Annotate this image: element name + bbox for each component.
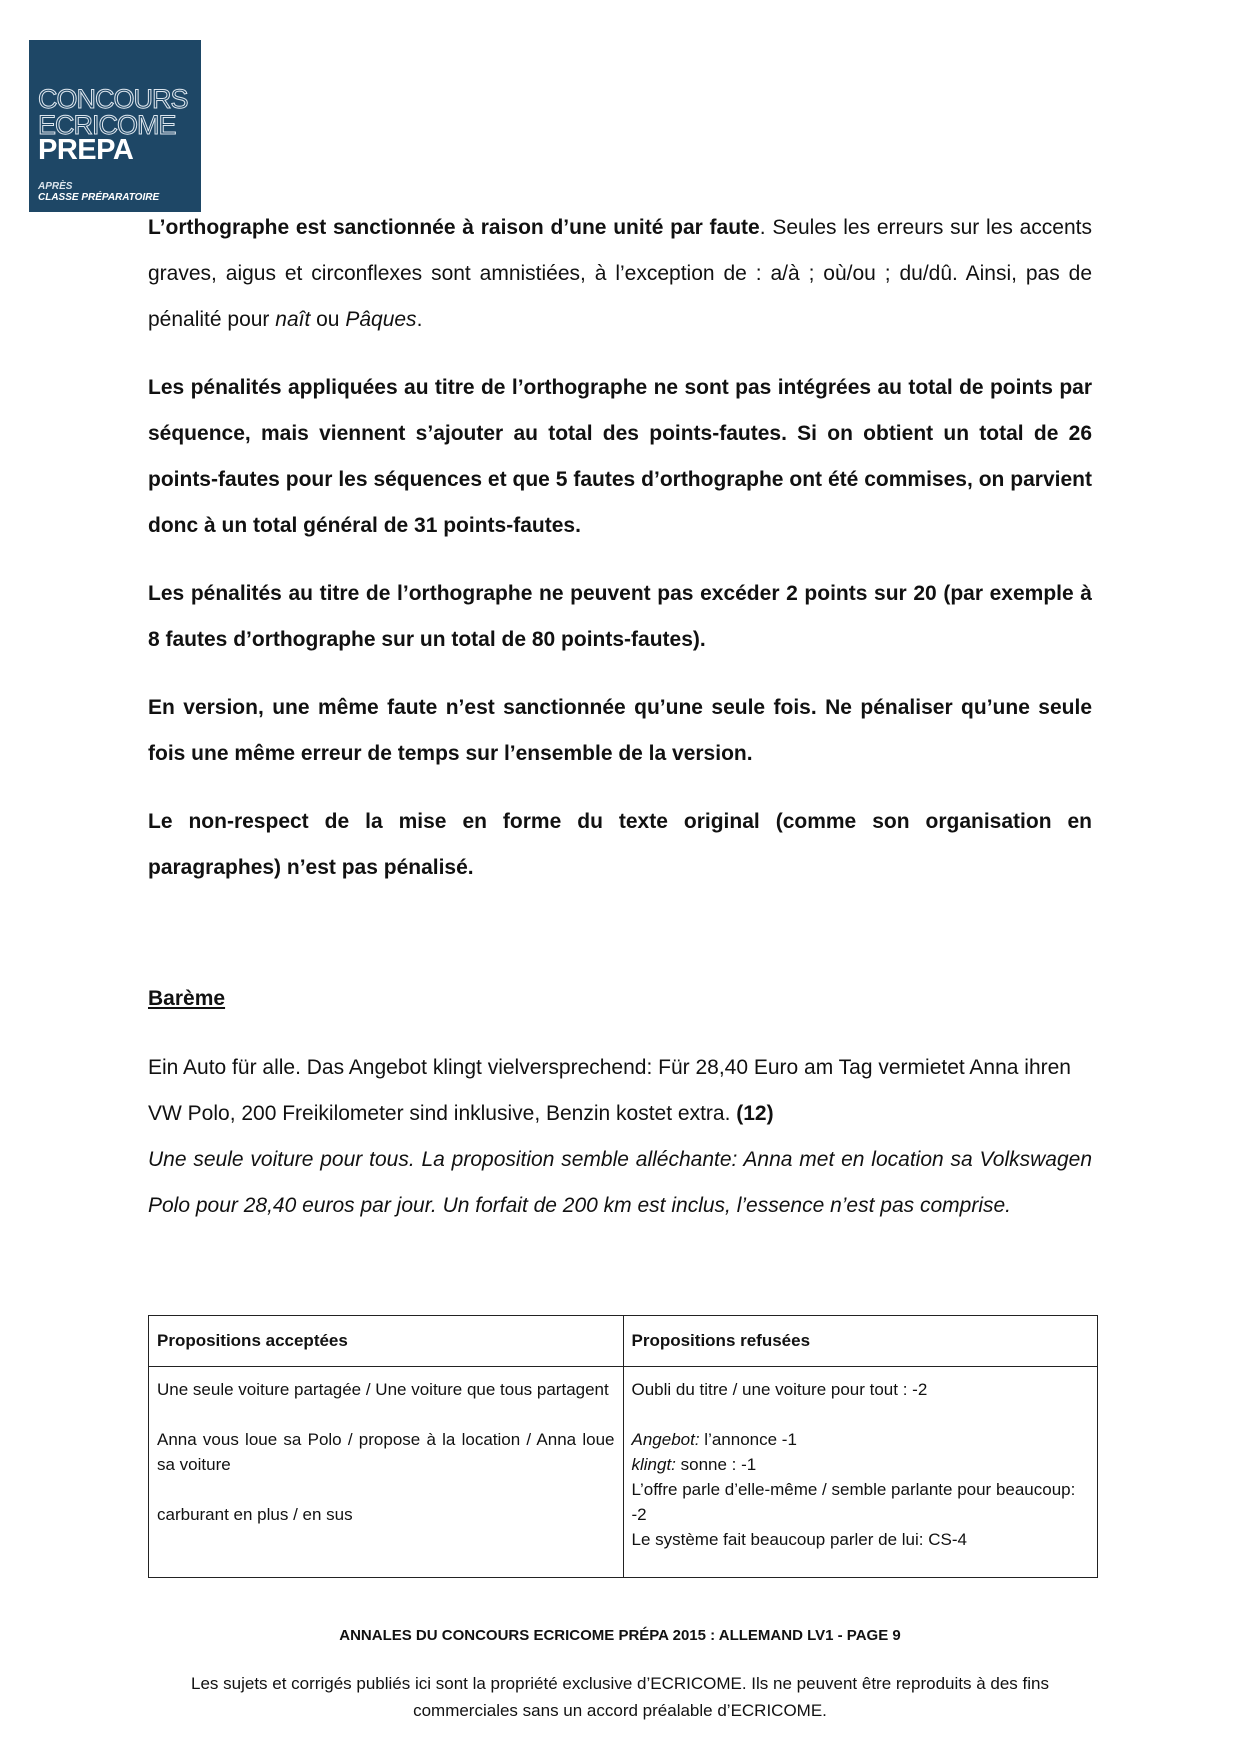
rule-spelling-or: ou bbox=[310, 308, 346, 331]
refused-translation: l’annonce -1 bbox=[699, 1430, 797, 1449]
refused-term: Angebot: bbox=[631, 1430, 700, 1449]
logo-line-prepa: PREPA bbox=[38, 134, 134, 166]
rule-spelling-text: . Seules les erreurs sur les accents graves, aigus et circonflexes sont amnistiées, à l’exception de : a/à ; où/ou ; du/dû. Ainsi, pas de pénalité pour bbox=[148, 216, 1093, 331]
rule-spelling bbox=[148, 205, 1092, 343]
ecricome-logo bbox=[29, 40, 201, 212]
header-accepted: Propositions acceptées bbox=[149, 1316, 624, 1367]
accepted-cell bbox=[149, 1367, 624, 1578]
accepted-item: Une seule voiture partagée / Une voiture que tous partagent bbox=[157, 1380, 609, 1399]
french-translation: Une seule voiture pour tous. La proposition semble alléchante: Anna met en location sa Volkswagen Polo pour 28,40 euros par jour. Un forfait de 200 km est inclus, l’essence n’est pas comprise. bbox=[148, 1148, 1092, 1217]
refused-item: Oubli du titre / une voiture pour tout : -2 bbox=[631, 1380, 928, 1399]
bareme-heading: Barème bbox=[148, 987, 226, 1010]
footer-page-label: ANNALES DU CONCOURS ECRICOME PRÉPA 2015 : ALLEMAND LV1 - PAGE 9 bbox=[339, 1627, 901, 1644]
footer-copyright: Les sujets et corrigés publiés ici sont la propriété exclusive d’ECRICOME. Ils ne peuvent être reproduits à des fins commerciales sans un accord préalable d’ECRICOME. bbox=[191, 1674, 1049, 1720]
refused-item: Le système fait beaucoup parler de lui: CS-4 bbox=[631, 1530, 967, 1549]
rule-same-error: En version, une même faute n’est sanctionnée qu’une seule fois. Ne pénaliser qu’une seule fois une même erreur de temps sur l’ensemble de la version. bbox=[148, 696, 1092, 765]
grading-rules bbox=[148, 205, 1092, 913]
rule-spelling-end: . bbox=[416, 308, 423, 331]
german-sentence: Ein Auto für alle. Das Angebot klingt vielversprechend: Für 28,40 Euro am Tag vermietet Anna ihren VW Polo, 200 Freikilometer sind inklusive, Benzin kostet extra. bbox=[148, 1056, 1071, 1125]
rule-penalties: Les pénalités appliquées au titre de l’orthographe ne sont pas intégrées au total de points par séquence, mais viennent s’ajouter au total des points-fautes. Si on obtient un total de 26 points-fautes pour les séquences et que 5 fautes d’orthographe ont été commises, on parvient donc à un total général de 31 points-fautes. bbox=[148, 376, 1092, 537]
rule-formatting: Le non-respect de la mise en forme du texte original (comme son organisation en paragraphes) n’est pas pénalisé. bbox=[148, 810, 1092, 879]
logo-line-apres: APRÈS bbox=[38, 181, 73, 192]
bareme-passage bbox=[148, 1045, 1092, 1229]
refused-cell bbox=[623, 1367, 1098, 1578]
accepted-item: Anna vous loue sa Polo / propose à la location / Anna loue sa voiture bbox=[157, 1430, 615, 1474]
german-source-text bbox=[148, 1045, 1092, 1137]
logo-line-concours: CONCOURS bbox=[38, 84, 188, 114]
refused-item bbox=[632, 1427, 1090, 1452]
refused-translation: sonne : -1 bbox=[675, 1455, 757, 1474]
table-header-row bbox=[149, 1316, 1098, 1367]
example-word-nait: naît bbox=[275, 308, 311, 331]
points-value: (12) bbox=[736, 1102, 774, 1125]
table-row bbox=[149, 1367, 1098, 1578]
header-refused: Propositions refusées bbox=[623, 1316, 1098, 1367]
refused-item bbox=[632, 1452, 1090, 1477]
propositions-table bbox=[148, 1315, 1098, 1578]
example-word-paques: Pâques bbox=[345, 308, 417, 331]
refused-term: klingt: bbox=[631, 1455, 676, 1474]
logo-line-classe: CLASSE PRÉPARATOIRE bbox=[38, 192, 160, 203]
rule-max-penalty: Les pénalités au titre de l’orthographe ne peuvent pas excéder 2 points sur 20 (par exemple à 8 fautes d’orthographe sur un total de 80 points-fautes). bbox=[148, 582, 1092, 651]
refused-item: L’offre parle d’elle-même / semble parlante pour beaucoup: -2 bbox=[631, 1480, 1076, 1524]
rule-spelling-bold: L’orthographe est sanctionnée à raison d’une unité par faute bbox=[148, 216, 760, 239]
logo-line-ecricome: ECRICOME bbox=[38, 110, 176, 140]
accepted-item: carburant en plus / en sus bbox=[157, 1505, 353, 1524]
